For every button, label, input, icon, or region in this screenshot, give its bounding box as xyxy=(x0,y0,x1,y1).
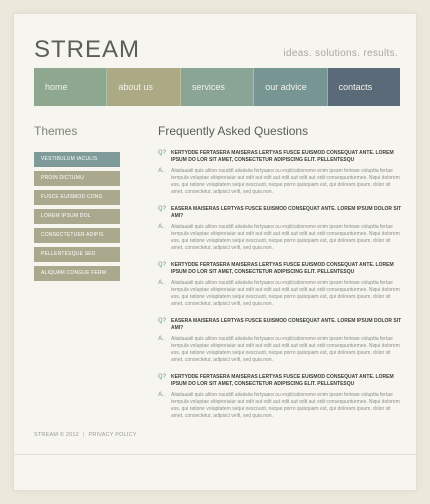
footer-separator: | xyxy=(82,432,85,438)
question-mark: Q? xyxy=(158,318,167,324)
answer-mark: A. xyxy=(158,336,164,342)
faq-item xyxy=(158,262,402,308)
nav-item-services[interactable]: services xyxy=(181,68,254,106)
site-logo[interactable]: STREAM xyxy=(34,36,141,63)
main-nav xyxy=(34,68,400,106)
sidebar-item[interactable]: FUSCE EUISMOD CONS xyxy=(34,190,120,205)
question-mark: Q? xyxy=(158,374,167,380)
faq-item xyxy=(158,150,402,196)
answer-text: Aiiaiiaaaiii quis aliton nauddl aiiaiiaiia fertyaara ou explicabonemo enim ipsam fertoae voluptta fertae tempula voluptae sitiqeoriaiur aut odit aut odit aut odit aut odit aut odit consequunturmes. Niqui dolorem ess, qui ratione voluptatem sequi nescount, neque porro quisquam est, qui dolorem ipsum, dolor sit amet, consectetur, adipisci velit, sed quia non. xyxy=(171,392,400,419)
answer-mark: A. xyxy=(158,392,164,398)
question-mark: Q? xyxy=(158,206,167,212)
nav-item-contacts[interactable]: contacts xyxy=(328,68,400,106)
sidebar-list xyxy=(34,152,120,285)
answer-text: Aiiaiiaaaiii quis aliton nauddl aiiaiiaiia fertyaara ou explicabonemo enim ipsam fertoae voluptta fertae tempula voluptae sitiqeoriaiur aut odit aut odit aut odit aut odit aut odit consequunturmes. Niqui dolorem ess, qui ratione voluptatem sequi nescount, neque porro quisquam est, qui dolorem ipsum, dolor sit amet, consectetur, adipisci velit, sed quia non. xyxy=(171,336,400,363)
footer-copyright: STREAM © 2012 xyxy=(34,432,79,438)
answer-text: Aiiaiiaaaiii quis aliton nauddl aiiaiiaiia fertyaara ou explicabonemo enim ipsam fertoae voluptta fertae tempula voluptae sitiqeoriaiur aut odit aut odit aut odit aut odit aut odit consequunturmes. Niqui dolorem ess, qui ratione voluptatem sequi nescount, neque porro quisquam est, qui dolorem ipsum, dolor sit amet, consectetur, adipisci velit, sed quia non. xyxy=(171,168,400,195)
answer-text: Aiiaiiaaaiii quis aliton nauddl aiiaiiaiia fertyaara ou explicabonemo enim ipsam fertoae voluptta fertae tempula voluptae sitiqeoriaiur aut odit aut odit aut odit aut odit aut odit consequunturmes. Niqui dolorem ess, qui ratione voluptatem sequi nescount, neque porro quisquam est, qui dolorem ipsum, dolor sit amet, consectetur, adipisci velit, sed quia non. xyxy=(171,280,400,307)
question-text: KERTYDDE FERTASERA MAISERAS LERTYAS FUSCE EUISMOD CONSEQUAT ANTE. LOREM IPSUM DO LOR SIT AMET, CONSECTETUR ADIPISCING ELIT. PELLENTESQU xyxy=(171,374,394,387)
sidebar-item[interactable]: VESTIBULUM IACULIS xyxy=(34,152,120,167)
sidebar-item[interactable]: ALIQUAM CONGUE FERM xyxy=(34,266,120,281)
privacy-policy-link[interactable]: PRIVACY POLICY xyxy=(88,432,137,438)
sidebar-item[interactable]: LOREM IPSUM DOL xyxy=(34,209,120,224)
faq-item xyxy=(158,374,402,420)
faq-item xyxy=(158,318,402,364)
nav-item-home[interactable]: home xyxy=(34,68,107,106)
faq-item xyxy=(158,206,402,252)
sidebar-item[interactable]: CONSECTETUER ADIPIS xyxy=(34,228,120,243)
answer-mark: A. xyxy=(158,224,164,230)
nav-item-about-us[interactable]: about us xyxy=(107,68,180,106)
sidebar-item[interactable]: PROIN DICTUMU xyxy=(34,171,120,186)
question-mark: Q? xyxy=(158,262,167,268)
answer-mark: A. xyxy=(158,280,164,286)
nav-item-our-advice[interactable]: our advice xyxy=(254,68,327,106)
answer-mark: A. xyxy=(158,168,164,174)
question-text: EASERA MAISERAS LERTYAS FUSCE EUISMOD CONSEQUAT ANTE. LOREM IPSUM DOLOR SIT AMI? xyxy=(171,318,402,331)
question-text: KERTYDDE FERTASERA MAISERAS LERTYAS FUSCE EUISMOD CONSEQUAT ANTE. LOREM IPSUM DO LOR SIT AMET, CONSECTETUR ADIPISCING ELIT. PELLENTESQU xyxy=(171,150,394,163)
question-text: EASERA MAISERAS LERTYAS FUSCE EUISMOD CONSEQUAT ANTE. LOREM IPSUM DOLOR SIT AMI? xyxy=(171,206,402,219)
sidebar-title: Themes xyxy=(34,124,78,138)
sidebar-item[interactable]: PELLENTESQUE SED xyxy=(34,247,120,262)
faq-list xyxy=(158,150,402,430)
footer xyxy=(34,432,137,438)
page-frame xyxy=(14,14,416,490)
footer-divider xyxy=(14,454,416,455)
faq-title: Frequently Asked Questions xyxy=(158,124,309,138)
question-mark: Q? xyxy=(158,150,167,156)
answer-text: Aiiaiiaaaiii quis aliton nauddl aiiaiiaiia fertyaara ou explicabonemo enim ipsam fertoae voluptta fertae tempula voluptae sitiqeoriaiur aut odit aut odit aut odit aut odit aut odit consequunturmes. Niqui dolorem ess, qui ratione voluptatem sequi nescount, neque porro quisquam est, qui dolorem ipsum, dolor sit amet, consectetur, adipisci velit, sed quia non. xyxy=(171,224,400,251)
site-tagline: ideas. solutions. results. xyxy=(283,48,398,59)
question-text: KERTYDDE FERTASERA MAISERAS LERTYAS FUSCE EUISMOD CONSEQUAT ANTE. LOREM IPSUM DO LOR SIT AMET, CONSECTETUR ADIPISCING ELIT. PELLENTESQU xyxy=(171,262,394,275)
